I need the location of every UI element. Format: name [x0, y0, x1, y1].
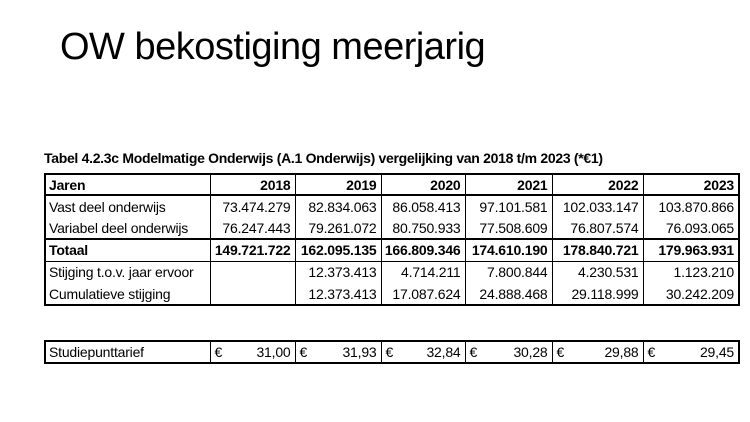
value-cell: 102.033.147 — [552, 195, 643, 217]
row-label: Vast deel onderwijs — [45, 195, 210, 217]
euro-symbol: € — [385, 344, 394, 360]
value-cell: 162.095.135 — [295, 239, 381, 261]
table-caption: Tabel 4.2.3c Modelmatige Onderwijs (A.1 Onderwijs) vergelijking van 2018 t/m 2023 (*€1) — [44, 150, 603, 166]
value-cell: 97.101.581 — [465, 195, 552, 217]
money-cell — [465, 341, 552, 363]
column-header-jaren: Jaren — [45, 174, 210, 195]
value-cell: 76.807.574 — [552, 217, 643, 239]
euro-symbol: € — [647, 344, 656, 360]
euro-symbol: € — [299, 344, 308, 360]
money-cell — [210, 341, 295, 363]
value-cell: 174.610.190 — [465, 239, 552, 261]
row-label: Studiepunttarief — [45, 341, 210, 363]
column-header-year: 2023 — [643, 174, 739, 195]
tariff-value: 29,88 — [604, 344, 639, 360]
value-cell: 82.834.063 — [295, 195, 381, 217]
euro-symbol: € — [556, 344, 565, 360]
value-cell: 166.809.346 — [381, 239, 465, 261]
row-label: Stijging t.o.v. jaar ervoor — [45, 261, 210, 283]
column-header-year: 2018 — [210, 174, 295, 195]
tariff-table — [44, 340, 740, 364]
money-cell — [295, 341, 381, 363]
value-cell: 24.888.468 — [465, 283, 552, 305]
money-cell — [552, 341, 643, 363]
row-label: Totaal — [45, 239, 210, 261]
value-cell: 103.870.866 — [643, 195, 739, 217]
row-label: Cumulatieve stijging — [45, 283, 210, 305]
value-cell: 179.963.931 — [643, 239, 739, 261]
value-cell: 12.373.413 — [295, 283, 381, 305]
value-cell: 4.714.211 — [381, 261, 465, 283]
money-cell — [643, 341, 739, 363]
table-row-stijging — [45, 261, 739, 283]
value-cell — [210, 261, 295, 283]
euro-symbol: € — [214, 344, 223, 360]
column-header-year: 2019 — [295, 174, 381, 195]
funding-table — [44, 173, 740, 306]
value-cell: 76.093.065 — [643, 217, 739, 239]
value-cell: 7.800.844 — [465, 261, 552, 283]
tariff-value: 32,84 — [426, 344, 461, 360]
value-cell: 80.750.933 — [381, 217, 465, 239]
tariff-value: 31,93 — [342, 344, 377, 360]
value-cell: 79.261.072 — [295, 217, 381, 239]
table-header-row — [45, 174, 739, 195]
value-cell: 17.087.624 — [381, 283, 465, 305]
value-cell: 30.242.209 — [643, 283, 739, 305]
value-cell: 86.058.413 — [381, 195, 465, 217]
tariff-value: 29,45 — [699, 344, 734, 360]
money-cell — [381, 341, 465, 363]
row-label: Variabel deel onderwijs — [45, 217, 210, 239]
table-row-studiepunttarief — [45, 341, 739, 363]
column-header-year: 2022 — [552, 174, 643, 195]
value-cell — [210, 283, 295, 305]
value-cell: 77.508.609 — [465, 217, 552, 239]
value-cell: 1.123.210 — [643, 261, 739, 283]
value-cell: 73.474.279 — [210, 195, 295, 217]
value-cell: 76.247.443 — [210, 217, 295, 239]
column-header-year: 2021 — [465, 174, 552, 195]
table-row-cumulatief — [45, 283, 739, 305]
table-row-totaal — [45, 239, 739, 261]
value-cell: 149.721.722 — [210, 239, 295, 261]
column-header-year: 2020 — [381, 174, 465, 195]
value-cell: 4.230.531 — [552, 261, 643, 283]
value-cell: 178.840.721 — [552, 239, 643, 261]
tariff-value: 31,00 — [256, 344, 291, 360]
tariff-value: 30,28 — [513, 344, 548, 360]
table-row-variabel-deel — [45, 217, 739, 239]
euro-symbol: € — [469, 344, 478, 360]
value-cell: 29.118.999 — [552, 283, 643, 305]
slide-title: OW bekostiging meerjarig — [60, 26, 486, 68]
table-row-vast-deel — [45, 195, 739, 217]
value-cell: 12.373.413 — [295, 261, 381, 283]
